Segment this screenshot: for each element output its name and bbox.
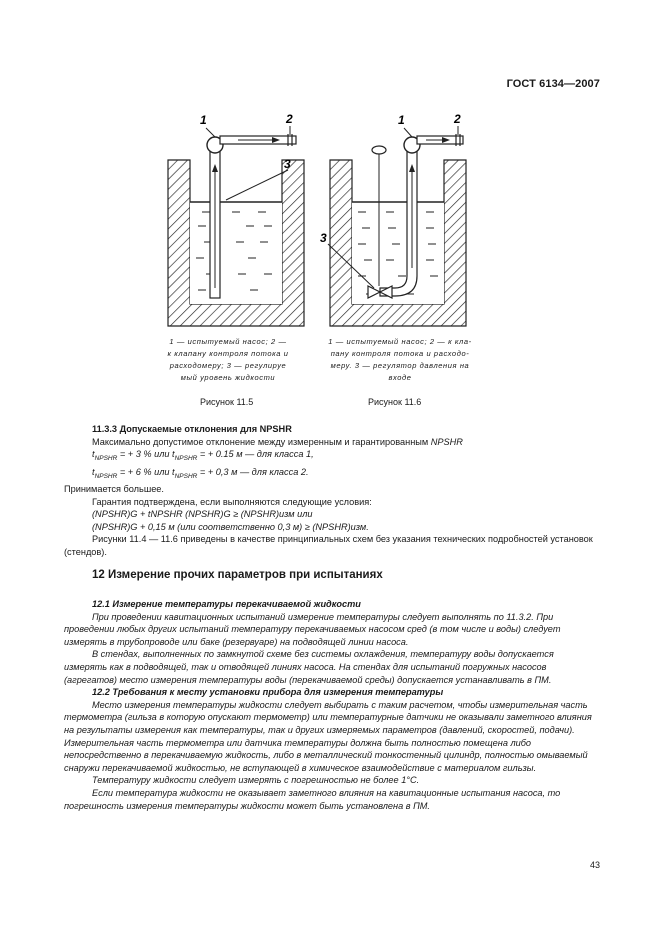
fig115-label-2: 2 — [286, 112, 293, 126]
tolerance-class-2: $t_{NPSHR}$ = + 6 % или $t_{NPSHR}$ = + 0,3 м — для класса 2. — [92, 466, 309, 480]
section-11-3-3-title: 11.3.3 Допускаемые отклонения для NPSHR — [92, 424, 292, 434]
figure-11-5-drawing — [160, 108, 310, 330]
fig116-label-2: 2 — [454, 112, 461, 126]
tolerance-lead: Максимально допустимое отклонение между измеренным и гарантированным NPSHR — [92, 436, 463, 447]
legend-line: расходомеру; 3 — регулируе — [169, 361, 287, 370]
section-11-3-3 — [64, 423, 598, 559]
section-12-2-para-2: Температуру жидкости следует измерять с погрешностью не более 1°С. — [92, 775, 420, 786]
condition-2: (NPSHR)G + 0,15 м (или соответственно 0,3 м) ≥ (NPSHR)изм. — [92, 521, 369, 532]
fig116-label-3: 3 — [320, 231, 327, 245]
page-number: 43 — [589, 860, 600, 870]
condition-1: (NPSHR)G + tNPSHR (NPSHR)G ≥ (NPSHR)изм или — [92, 509, 313, 520]
section-12-title: 12 Измерение прочих параметров при испытаниях — [92, 569, 383, 581]
section-12-2-para-1: Место измерения температуры жидкости следует выбирать с таким расчетом, чтобы измерительная часть термометра (гильза в которую опускают термометр) или температурные датчики не оказывали заметного влияния на результаты измерения как температуры, так и других измеряемых параметров (давлений, скоростей, подачи). Измерительная часть термометра или датчика температуры должна быть полностью помещена либо непосредственно в перекачиваемую жидкость, либо в металлический тонкостенный цилиндр, полностью омываемый снаружи перекачиваемой жидкостью, не вступающей в химическое взаимодействие с материалом гильзы. — [64, 699, 592, 773]
legend-line: к клапану контроля потока и — [167, 349, 289, 358]
legend-line: мый уровень жидкости — [180, 373, 276, 382]
section-12-body — [64, 598, 598, 812]
figure-11-6-drawing — [322, 108, 472, 330]
standard-header: ГОСТ 6134—2007 — [506, 78, 600, 90]
fig115-label-1: 1 — [200, 113, 207, 127]
figures-note: Рисунки 11.4 — 11.6 приведены в качестве принципиальных схем без указания технических подробностей установок (стендов). — [64, 534, 593, 557]
section-12-1-para-2: В стендах, выполненных по замкнутой схеме без системы охлаждения, температуру воды допускается измерять как в подводящей, так и отводящей линиях насоса. На стендах для испытаний погружных насосов (агрегатов) место измерения температуры воды (перекачиваемой среды) допускается устанавливать в ПМ. — [64, 649, 554, 685]
legend-line: входе — [388, 373, 412, 382]
section-12-2-para-3: Если температура жидкости не оказывает заметного влияния на кавитационные испытания насоса, то погрешность измерения температуры жидкости может быть установлена в ПМ. — [64, 787, 561, 811]
figure-11-6-legend — [328, 336, 472, 384]
section-12-1-title: 12.1 Измерение температуры перекачиваемой жидкости — [92, 599, 361, 609]
figure-11-5-caption: Рисунок 11.5 — [200, 397, 254, 407]
accepted-greater: Принимается большее. — [64, 484, 164, 495]
tolerance-class-1: $t_{NPSHR}$ = + 3 % или $t_{NPSHR}$ = + 0.15 м — для класса 1, — [92, 449, 314, 463]
guarantee-conditions: Гарантия подтверждена, если выполняются следующие условия: — [92, 496, 372, 507]
legend-line: меру. 3 — регулятор давления на — [330, 361, 470, 370]
figure-11-5-legend — [158, 336, 298, 384]
legend-line: пану контроля потока и расходо- — [330, 349, 470, 358]
legend-line: 1 — испытуемый насос; 2 — к кла- — [328, 337, 472, 346]
section-12-2-title: 12.2 Требования к месту установки прибора для измерения температуры — [92, 687, 444, 698]
section-12-1-para-1: При проведении кавитационных испытаний измерение температуры следует выполнять по 11.3.2. При проведении любых других испытаний температуру перекачиваемых насосом сред (в том числе и воды) следует измерять в трубопроводе или баке (резервуаре) на подводящей линии насоса. — [64, 611, 561, 647]
legend-line: 1 — испытуемый насос; 2 — — [169, 337, 287, 346]
fig116-label-1: 1 — [398, 113, 405, 127]
fig115-label-3: 3 — [284, 157, 291, 171]
figure-11-6-caption: Рисунок 11.6 — [368, 397, 422, 407]
